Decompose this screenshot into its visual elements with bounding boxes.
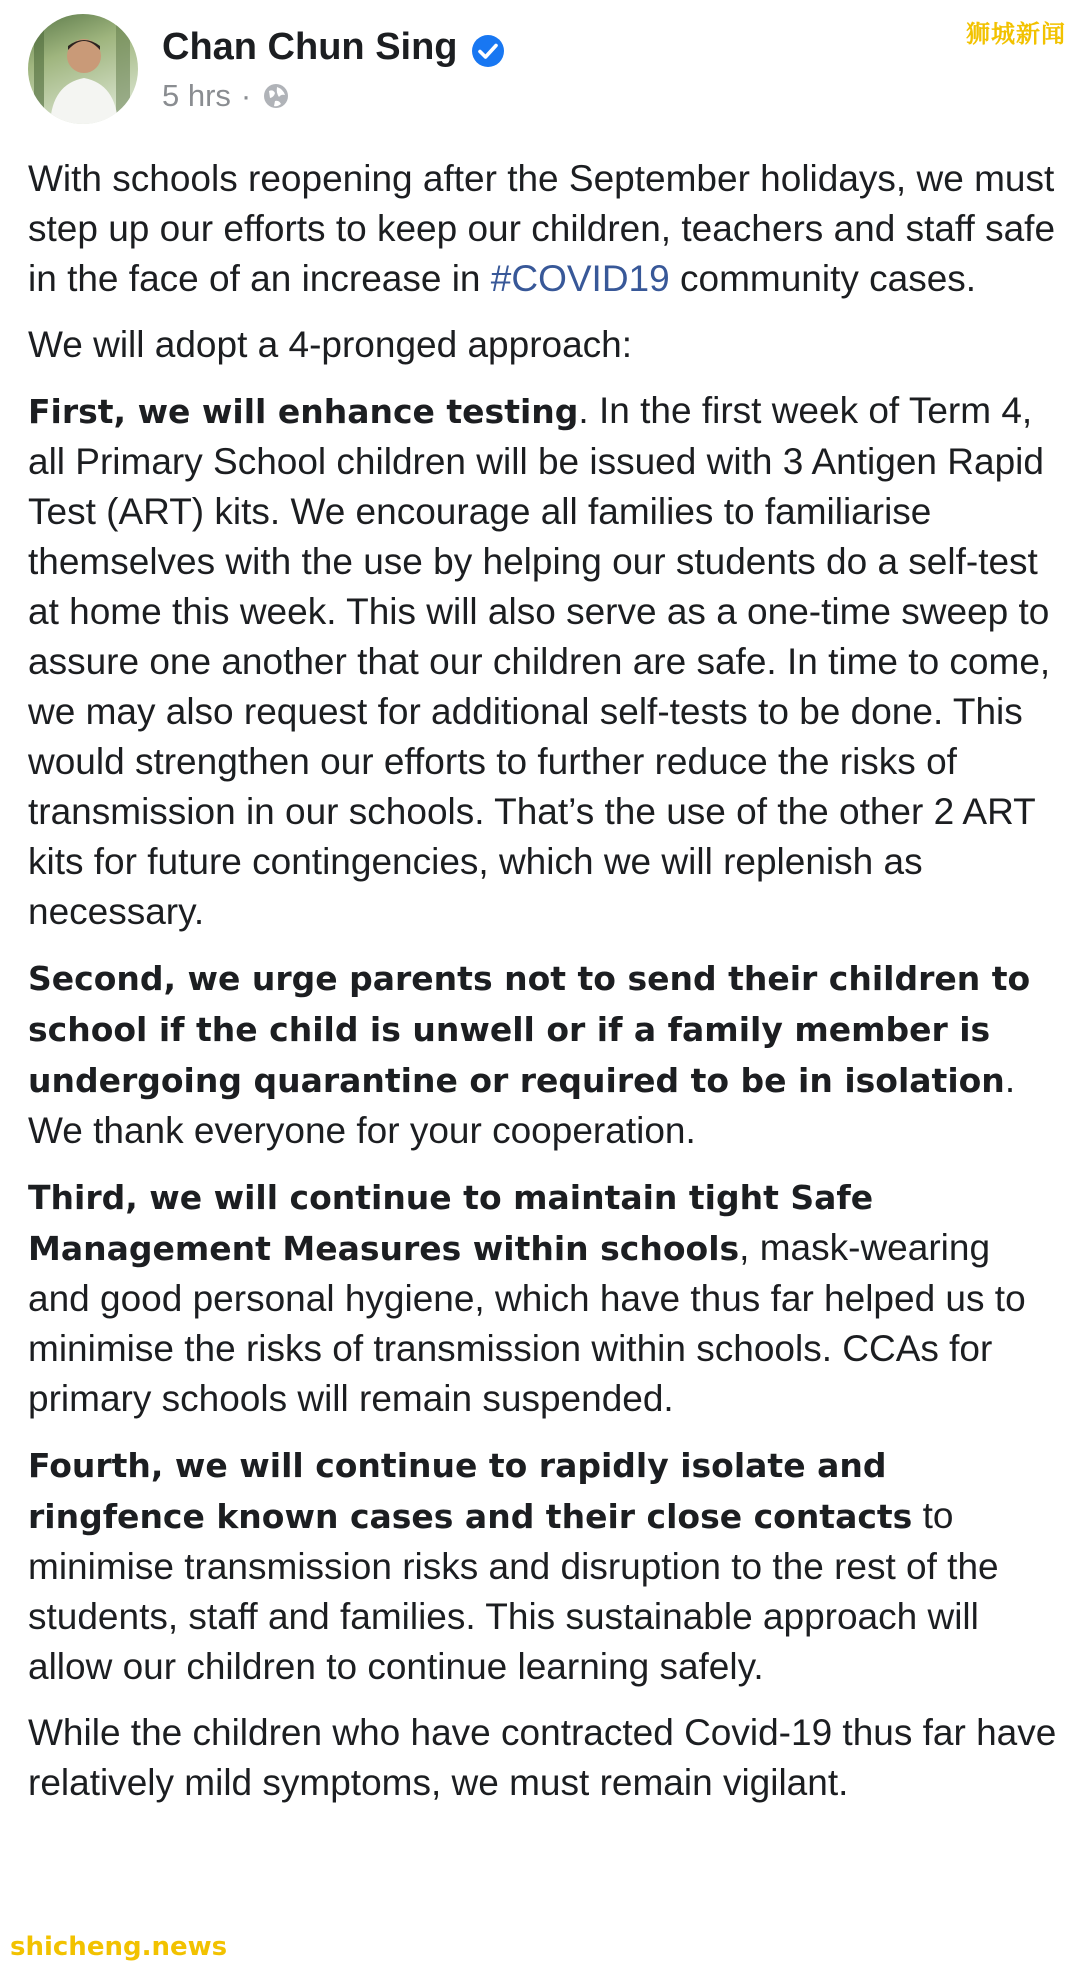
watermark-top: 狮城新闻: [966, 20, 1066, 48]
fourth-heading: Fourth, we will continue to rapidly isolate and ringfence known cases and their close contacts: [28, 1446, 913, 1536]
post-time[interactable]: 5 hrs: [162, 78, 231, 113]
watermark-bottom: shicheng.news: [10, 1932, 228, 1962]
third-heading: Third, we will continue to maintain tight Safe Management Measures within schools: [28, 1178, 874, 1268]
post-body: [28, 154, 1058, 1824]
verified-badge-icon: [470, 33, 506, 69]
paragraph-intro: With schools reopening after the September holidays, we must step up our efforts to keep our children, teachers and staff safe in the face of an increase in #COVID19 community cases.: [28, 158, 1056, 299]
first-heading: First, we will enhance testing: [28, 392, 579, 431]
hashtag-link[interactable]: #COVID19: [490, 258, 670, 299]
globe-icon[interactable]: [261, 81, 291, 111]
post-header: [0, 0, 1080, 140]
paragraph-second: Second, we urge parents not to send their children to school if the child is unwell or if a family member is undergoing quarantine or required to be in isolation. We thank everyone for your cooperation.: [28, 959, 1031, 1151]
paragraph-approach: We will adopt a 4-pronged approach:: [28, 324, 633, 365]
meta-separator: ·: [240, 78, 252, 113]
paragraph-closing: While the children who have contracted Covid-19 thus far have relatively mild symptoms, we must remain vigilant.: [28, 1712, 1057, 1803]
author-avatar[interactable]: [28, 14, 138, 124]
author-name[interactable]: Chan Chun Sing: [162, 26, 458, 68]
post-meta: [162, 78, 291, 114]
paragraph-fourth: Fourth, we will continue to rapidly isolate and ringfence known cases and their close contacts to minimise transmission risks and disruption to the rest of the students, staff and families. This sustainable approach will allow our children to continue learning safely.: [28, 1446, 999, 1687]
paragraph-first: First, we will enhance testing. In the first week of Term 4, all Primary School children will be issued with 3 Antigen Rapid Test (ART) kits. We encourage all families to familiarise themselves with the use by helping our students do a self-test at home this week. This will also serve as a one-time sweep to assure one another that our children are safe. In time to come, we may also request for additional self-tests to be done. This would strengthen our efforts to further reduce the risks of transmission in our schools. That’s the use of the other 2 ART kits for future contingencies, which we will replenish as necessary.: [28, 390, 1051, 932]
second-heading: Second, we urge parents not to send their children to school if the child is unwell or if a family member is undergoing quarantine or required to be in isolation: [28, 959, 1031, 1100]
paragraph-third: Third, we will continue to maintain tight Safe Management Measures within schools, mask-wearing and good personal hygiene, which have thus far helped us to minimise the risks of transmission within schools. CCAs for primary schools will remain suspended.: [28, 1178, 1026, 1419]
